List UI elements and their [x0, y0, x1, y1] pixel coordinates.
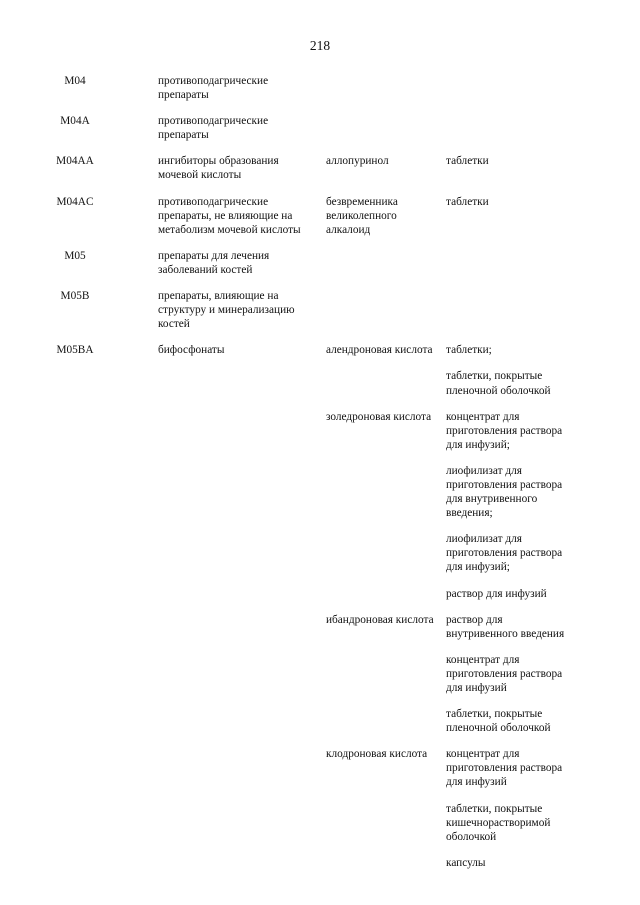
- atc-code: M05BA: [56, 344, 94, 357]
- group-name: [158, 343, 326, 357]
- group-name-line: структуру и минерализацию: [158, 304, 295, 317]
- drug-name: [326, 613, 446, 627]
- group-name-line: препараты, не влияющие на: [158, 209, 293, 222]
- dosage-form-line: приготовления раствора: [446, 478, 563, 491]
- dosage-form-line: приготовления раствора: [446, 667, 563, 680]
- dosage-forms: [446, 613, 586, 736]
- dosage-form-line: приготовления раствора: [446, 547, 563, 560]
- dosage-form-line: таблетки, покрытые: [446, 708, 543, 721]
- drug-classification-table: [0, 74, 640, 882]
- dosage-form: [446, 369, 586, 397]
- dosage-form-line: оболочкой: [446, 830, 497, 843]
- group-name-line: метаболизм мочевой кислоты: [158, 223, 301, 236]
- dosage-form: [446, 410, 586, 452]
- dosage-form-line: таблетки, покрытые: [446, 370, 543, 383]
- group-name-line: ингибиторы образования: [158, 155, 279, 168]
- atc-code: M05: [64, 249, 86, 262]
- page-number: 218: [309, 38, 331, 53]
- dosage-form-line: пленочной оболочкой: [446, 722, 551, 735]
- atc-code: M04AC: [56, 195, 94, 208]
- drug-name: [326, 154, 446, 168]
- dosage-form-line: введения;: [446, 507, 493, 520]
- drug-list: [326, 154, 586, 168]
- dosage-form: [446, 613, 586, 641]
- dosage-form: [446, 587, 586, 601]
- dosage-form-line: лиофилизат для: [446, 533, 522, 546]
- atc-code: M05B: [60, 290, 90, 303]
- group-name-line: противоподагрические: [158, 115, 269, 128]
- dosage-form-line: таблетки, покрытые: [446, 802, 543, 815]
- dosage-forms: [446, 410, 586, 601]
- drug-name-line: ибандроновая кислота: [326, 613, 434, 626]
- dosage-form-line: пленочной оболочкой: [446, 384, 551, 397]
- table-row: [0, 74, 640, 102]
- dosage-form-line: таблетки: [446, 195, 489, 208]
- drug-name-line: алкалоид: [326, 223, 371, 236]
- dosage-form: [446, 532, 586, 574]
- atc-code: M04AA: [56, 155, 94, 168]
- drug-name-line: аллопуринол: [326, 155, 389, 168]
- dosage-forms: [446, 154, 586, 168]
- dosage-form: [446, 195, 586, 209]
- group-name: [158, 74, 326, 102]
- drug-entry: [326, 747, 586, 870]
- dosage-form-line: таблетки: [446, 155, 489, 168]
- drug-name: [326, 195, 446, 237]
- dosage-form-line: приготовления раствора: [446, 762, 563, 775]
- drug-entry: [326, 613, 586, 736]
- dosage-form-line: капсулы: [446, 856, 486, 869]
- drug-entry: [326, 195, 586, 237]
- dosage-form-line: для инфузий: [446, 682, 507, 694]
- dosage-form-line: концентрат для: [446, 748, 520, 761]
- group-name: [158, 249, 326, 277]
- table-row: [0, 195, 640, 237]
- drug-list: [326, 195, 586, 237]
- group-name-line: костей: [158, 318, 190, 331]
- table-row: [0, 154, 640, 182]
- group-name-line: препараты, влияющие на: [158, 290, 279, 303]
- group-name-line: противоподагрические: [158, 75, 269, 87]
- dosage-form-line: для инфузий;: [446, 438, 510, 451]
- group-name-line: мочевой кислоты: [158, 169, 242, 182]
- dosage-form: [446, 707, 586, 735]
- dosage-form-line: для инфузий;: [446, 561, 510, 574]
- dosage-forms: [446, 747, 586, 870]
- drug-name-line: великолепного: [326, 209, 397, 222]
- dosage-form-line: приготовления раствора: [446, 424, 563, 437]
- drug-name-line: алендроновая кислота: [326, 344, 433, 357]
- drug-list: [326, 343, 586, 870]
- table-row: [0, 289, 640, 331]
- dosage-form-line: раствор для инфузий: [446, 587, 547, 600]
- drug-entry: [326, 154, 586, 168]
- group-name-line: заболеваний костей: [158, 263, 253, 276]
- group-name-line: бифосфонаты: [158, 344, 225, 357]
- dosage-forms: [446, 343, 586, 397]
- group-name-line: препараты: [158, 89, 209, 102]
- dosage-form: [446, 747, 586, 789]
- group-name-line: препараты: [158, 129, 209, 142]
- atc-code: M04A: [60, 115, 90, 128]
- dosage-form-line: для внутривенного: [446, 493, 538, 506]
- drug-entry: [326, 410, 586, 601]
- group-name: [158, 114, 326, 142]
- table-row: [0, 343, 640, 870]
- group-name: [158, 154, 326, 182]
- drug-name-line: клодроновая кислота: [326, 748, 428, 761]
- table-row: [0, 114, 640, 142]
- drug-name-line: золедроновая кислота: [326, 410, 432, 423]
- dosage-form-line: лиофилизат для: [446, 464, 522, 477]
- dosage-form-line: кишечнорастворимой: [446, 816, 551, 829]
- dosage-form: [446, 343, 586, 357]
- dosage-form: [446, 653, 586, 695]
- dosage-form-line: раствор для: [446, 613, 503, 626]
- dosage-form-line: концентрат для: [446, 410, 520, 423]
- dosage-forms: [446, 195, 586, 209]
- group-name-line: препараты для лечения: [158, 249, 270, 262]
- dosage-form-line: для инфузий: [446, 776, 507, 789]
- group-name: [158, 289, 326, 331]
- table-row: [0, 249, 640, 277]
- dosage-form-line: таблетки;: [446, 344, 492, 357]
- dosage-form-line: внутривенного введения: [446, 627, 565, 640]
- drug-name: [326, 747, 446, 761]
- drug-name: [326, 343, 446, 357]
- dosage-form: [446, 154, 586, 168]
- group-name: [158, 195, 326, 237]
- dosage-form: [446, 464, 586, 520]
- drug-name-line: безвременника: [326, 195, 398, 208]
- drug-name: [326, 410, 446, 424]
- group-name-line: противоподагрические: [158, 195, 269, 208]
- dosage-form: [446, 856, 586, 870]
- drug-entry: [326, 343, 586, 397]
- atc-code: M04: [64, 75, 86, 87]
- dosage-form-line: концентрат для: [446, 653, 520, 666]
- dosage-form: [446, 802, 586, 844]
